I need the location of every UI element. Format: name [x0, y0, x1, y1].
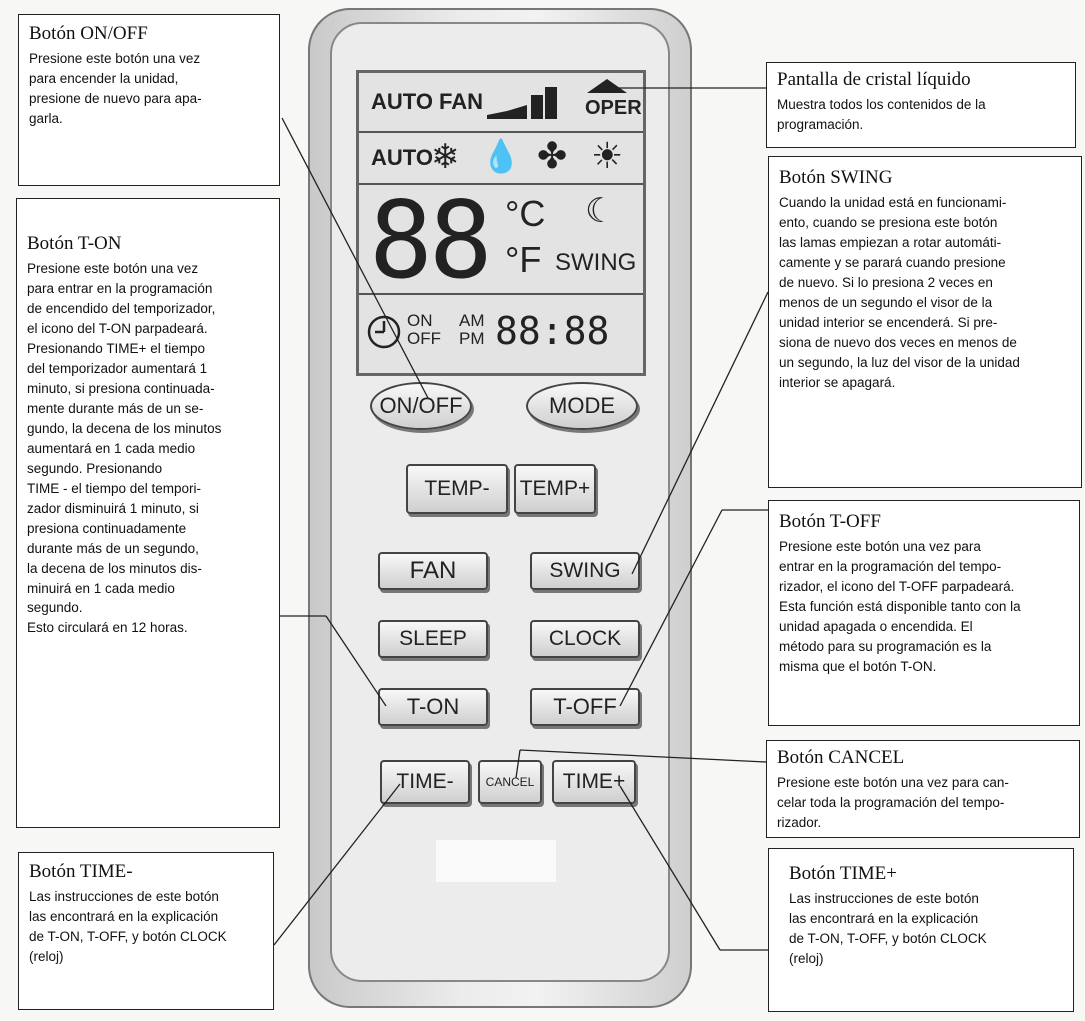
callout-lcd-title: Pantalla de cristal líquido — [777, 69, 971, 90]
sleep-moon-icon: ☾ — [585, 192, 616, 230]
mode-button[interactable]: MODE — [526, 382, 638, 430]
oper-arrow-icon — [587, 79, 627, 95]
lcd-temp-row — [359, 179, 643, 302]
lcd-am-label: AM — [459, 311, 485, 330]
callout-t-on-text: Presione este botón una vez para entrar en la programación de encendido del temporizador, el icono del T-ON parpadeará. Presionando TIME+ el tiempo del temporizador aumentará 1 minuto, si presiona continuada- mente durante más de un se- gundo, la decena de los minutos aumentará en 1 cada medio segundo. Presionando TIME - el tiempo del tempori- zador disminuirá 1 minuto, si presiona continuadamente durante más de un segundo, la decena de los minutos dis- minuirá en 1 cada medio segundo. Esto circulará en 12 horas. — [27, 261, 222, 636]
t-on-button[interactable]: T-ON — [378, 688, 488, 726]
temp-plus-button[interactable]: TEMP+ — [514, 464, 596, 514]
sleep-button[interactable]: SLEEP — [378, 620, 488, 658]
callout-swing-title: Botón SWING — [779, 167, 893, 188]
onoff-button[interactable]: ON/OFF — [370, 382, 472, 430]
dry-droplets-icon: 💧 — [481, 138, 521, 174]
callout-swing — [768, 156, 1082, 488]
logo-area — [436, 840, 556, 882]
callout-lcd — [766, 62, 1076, 148]
callout-lcd-text: Muestra todos los contenidos de la programación. — [777, 97, 986, 132]
cool-snowflake-icon: ❄ — [431, 138, 460, 176]
callout-time-minus-title: Botón TIME- — [29, 861, 133, 882]
lcd-fahrenheit-label: °F — [505, 239, 542, 280]
time-minus-button[interactable]: TIME- — [380, 760, 470, 804]
callout-cancel — [766, 740, 1080, 838]
callout-t-off-title: Botón T-OFF — [779, 511, 881, 532]
callout-time-minus — [18, 852, 274, 1010]
callout-time-plus-text: Las instrucciones de este botón las encontrará en la explicación de T-ON, T-OFF, y botón CLOCK (reloj) — [789, 891, 987, 966]
fan-button[interactable]: FAN — [378, 552, 488, 590]
lcd-celsius-label: °C — [505, 193, 546, 234]
lcd-clock-digits: 88:88 — [495, 309, 610, 353]
callout-t-off — [768, 500, 1080, 726]
callout-swing-text: Cuando la unidad está en funcionami- ento, cuando se presiona este botón las lamas empiezan a rotar automáti- camente y se parará cuando presione de nuevo. Si lo presiona 2 veces en menos de un segundo el visor de la unidad interior se encenderá. Si pre- siona de nuevo dos veces en menos de un segundo, la luz del visor de la unidad interior se apagará. — [779, 195, 1020, 390]
lcd-pm-label: PM — [459, 329, 485, 348]
cancel-button[interactable]: CANCEL — [478, 760, 542, 804]
timer-clock-icon — [367, 315, 401, 349]
lcd-fan-row — [359, 73, 643, 133]
callout-time-plus-title: Botón TIME+ — [789, 863, 898, 884]
callout-t-off-text: Presione este botón una vez para entrar en la programación del tempo- rizador, el icono del T-OFF parpadeará. Esta función está disponible tanto con la unidad apagada o encendida. El método para su programación es la misma que el botón T-ON. — [779, 539, 1021, 674]
lcd-oper-label: OPER — [585, 97, 642, 119]
lcd-display — [356, 70, 646, 376]
fan-mode-icon: ✤ — [537, 135, 568, 176]
fan-speed-bars-icon — [487, 85, 559, 121]
callout-t-on-title: Botón T-ON — [27, 233, 122, 254]
t-off-button[interactable]: T-OFF — [530, 688, 640, 726]
clock-button[interactable]: CLOCK — [530, 620, 640, 658]
callout-time-plus — [768, 848, 1074, 1012]
lcd-swing-label: SWING — [555, 249, 637, 276]
lcd-mode-row — [359, 133, 643, 185]
heat-sun-icon: ☀ — [591, 135, 624, 176]
lcd-off-label: OFF — [407, 329, 441, 348]
lcd-timer-row — [359, 295, 643, 373]
callout-time-minus-text: Las instrucciones de este botón las encontrará en la explicación de T-ON, T-OFF, y botón CLOCK (reloj) — [29, 889, 227, 964]
lcd-auto-label: AUTO — [371, 145, 433, 170]
callout-onoff — [18, 14, 280, 186]
temp-minus-button[interactable]: TEMP- — [406, 464, 508, 514]
lcd-on-label: ON — [407, 311, 433, 330]
lcd-temperature-digits: 88 — [369, 179, 489, 302]
callout-cancel-text: Presione este botón una vez para can- celar toda la programación del tempo- rizador. — [777, 775, 1009, 830]
time-plus-button[interactable]: TIME+ — [552, 760, 636, 804]
swing-button[interactable]: SWING — [530, 552, 640, 590]
callout-onoff-text: Presione este botón una vez para encender la unidad, presione de nuevo para apa- garla. — [29, 51, 202, 126]
callout-cancel-title: Botón CANCEL — [777, 747, 905, 768]
lcd-auto-fan-label: AUTO FAN — [371, 89, 484, 114]
callout-t-on — [16, 198, 280, 828]
callout-onoff-title: Botón ON/OFF — [29, 23, 148, 44]
